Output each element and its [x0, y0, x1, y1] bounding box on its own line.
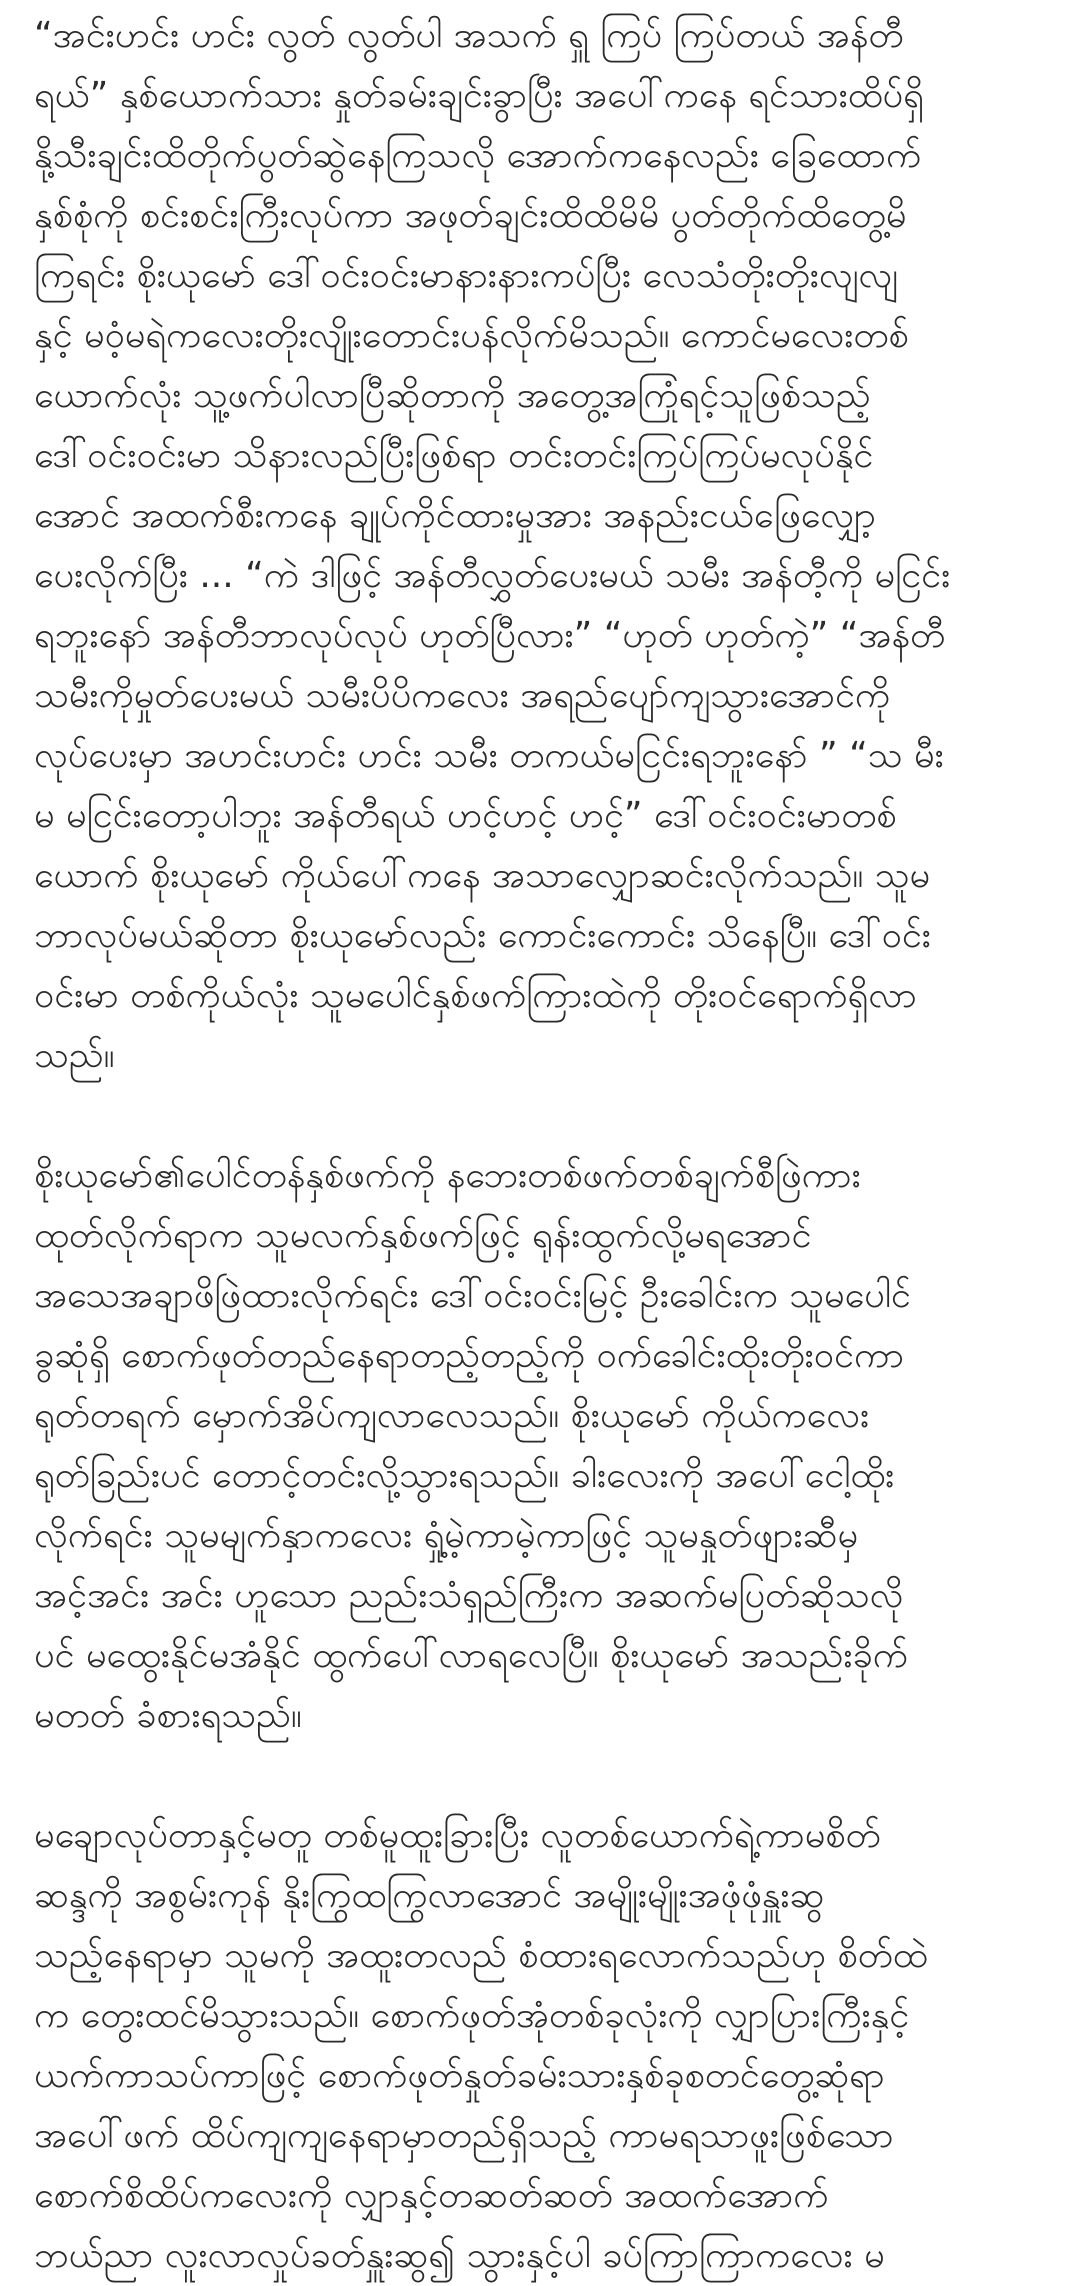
text-line: ဝင်းမာ တစ်ကိုယ်လုံး သူမပေါင်နှစ်ဖက်ကြားထဲကို တိုးဝင်ရောက်ရှိလာ [34, 975, 917, 1016]
text-line: သည့်နေရာမှာ သူမကို အထူးတလည် စံထားရလောက်သည်ဟု စိတ်ထဲ [34, 1935, 928, 1976]
text-line: လိုက်ရင်း သူမမျက်နှာကလေး ရှုံ့မဲ့ကာမဲ့ကာဖြင့် သူမနှုတ်ဖျားဆီမှ [34, 1515, 859, 1556]
text-line: က တွေးထင်မိသွားသည်။ စောက်ဖုတ်အုံတစ်ခုလုံးကို လျှာပြားကြီးနှင့် [34, 1995, 910, 2036]
text-line: ပင် မထွေးနိုင်မအံနိုင် ထွက်ပေါ်လာရလေပြီ။ စိုးယုမော် အသည်းခိုက် [34, 1635, 908, 1676]
text-line: ခွဆုံရှိ စောက်ဖုတ်တည်နေရာတည့်တည့်ကို ဝက်ခေါင်းထိုးတိုးဝင်ကာ [34, 1335, 905, 1376]
text-line: အသေအချာဖိဖြဲထားလိုက်ရင်း ဒေါ်ဝင်းဝင်းမြင့် ဦးခေါင်းက သူမပေါင် [34, 1275, 911, 1316]
text-line: နှင့် မဝံ့မရဲကလေးတိုးလျိုးတောင်းပန်လိုက်မိသည်။ ကောင်မလေးတစ် [34, 315, 909, 356]
text-line: ရယ်” နှစ်ယောက်သား နှုတ်ခမ်းချင်းခွာပြီး အပေါ်ကနေ ရင်သားထိပ်ရှိ [34, 75, 924, 116]
text-line: မချောလုပ်တာနှင့်မတူ တစ်မူထူးခြားပြီး လူတစ်ယောက်ရဲ့ကာမစိတ် [34, 1815, 881, 1856]
paragraph-gap [34, 1086, 1046, 1146]
text-line: နှစ်စုံကို စင်းစင်းကြီးလုပ်ကာ အဖုတ်ချင်းထိထိမိမိ ပွတ်တိုက်ထိတွေ့မိ [34, 195, 907, 236]
text-line: ထုတ်လိုက်ရာက သူမလက်နှစ်ဖက်ဖြင့် ရုန်းထွက်လို့မရအောင် [34, 1215, 812, 1256]
text-line: ပေးလိုက်ပြီး ... “ကဲ ဒါဖြင့် အန်တီလွှတ်ပေးမယ် သမီး အန်တီ့ကို မငြင်း [34, 555, 951, 596]
text-line: ဒေါ်ဝင်းဝင်းမာ သိနားလည်ပြီးဖြစ်ရာ တင်းတင်းကြပ်ကြပ်မလုပ်နိုင် [34, 435, 874, 476]
text-line: သမီးကိုမှုတ်ပေးမယ် သမီးပိပိကလေး အရည်ပျော်ကျသွားအောင်ကို [34, 675, 891, 716]
text-line: အပေါ်ဖက် ထိပ်ကျကျနေရာမှာတည်ရှိသည့် ကာမရသာဖူးဖြစ်သော [34, 2115, 894, 2156]
text-line: ရုတ်ခြည်းပင် တောင့်တင်းလို့သွားရသည်။ ခါးလေးကို အပေါ်ငေါ့ထိုး [34, 1455, 895, 1496]
text-line: စောက်စိထိပ်ကလေးကို လျှာနှင့်တဆတ်ဆတ် အထက်အောက် [34, 2175, 829, 2216]
text-line: ယောက် စိုးယုမော် ကိုယ်ပေါ်ကနေ အသာလျှောဆင်းလိုက်သည်။ သူမ [34, 855, 931, 896]
text-line: လုပ်ပေးမှာ အဟင်းဟင်း ဟင်း သမီး တကယ်မငြင်းရဘူးနော် ” “သ မီး [34, 735, 944, 776]
text-line: နို့သီးချင်းထိတိုက်ပွတ်ဆွဲနေကြသလို အောက်ကနေလည်း ခြေထောက် [34, 135, 922, 176]
article-paragraph [34, 1146, 1046, 1746]
text-line: ရဘူးနော် အန်တီဘာလုပ်လုပ် ဟုတ်ပြီလား” “ဟုတ် ဟုတ်ကဲ့” “အန်တီ [34, 615, 946, 656]
text-line: သည်။ [34, 1035, 115, 1076]
text-line: ဆန္ဒကို အစွမ်းကုန် နိုးကြွထကြွလာအောင် အမျိုးမျိုးအဖုံဖုံနှူးဆွ [34, 1875, 825, 1916]
text-line: “အင်းဟင်း ဟင်း လွတ် လွတ်ပါ အသက် ရှူ ကြပ် ကြပ်တယ် အန်တီ [34, 15, 904, 56]
text-line: မတတ် ခံစားရသည်။ [34, 1695, 302, 1736]
paragraph-gap [34, 1746, 1046, 1806]
article-body [34, 6, 1046, 2286]
text-line: ရုတ်တရက် မှောက်အိပ်ကျလာလေသည်။ စိုးယုမော် ကိုယ်ကလေး [34, 1395, 870, 1436]
text-line: ဘယ်ညာ လူးလာလှုပ်ခတ်နှူးဆွ၍ သွားနှင့်ပါ ခပ်ကြာကြာကလေး မ [34, 2235, 885, 2276]
text-line: ယောက်လုံး သူ့ဖက်ပါလာပြီဆိုတာကို အတွေ့အကြုံရင့်သူဖြစ်သည့် [34, 375, 871, 416]
text-line: ဘာလုပ်မယ်ဆိုတာ စိုးယုမော်လည်း ကောင်းကောင်း သိနေပြီ။ ဒေါ်ဝင်း [34, 915, 931, 956]
text-line: စိုးယုမော်၏ပေါင်တန်နှစ်ဖက်ကို နဘေးတစ်ဖက်တစ်ချက်စီဖြဲကား [34, 1155, 861, 1196]
article-paragraph [34, 1806, 1046, 2286]
text-line: ကြရင်း စိုးယုမော် ဒေါ်ဝင်းဝင်းမာနားနားကပ်ပြီး လေသံတိုးတိုးလျလျ [34, 255, 898, 296]
article-paragraph [34, 6, 1046, 1086]
text-line: အောင် အထက်စီးကနေ ချုပ်ကိုင်ထားမှုအား အနည်းငယ်ဖြေလျှော့ [34, 495, 876, 536]
text-line: ယက်ကာသပ်ကာဖြင့် စောက်ဖုတ်နှုတ်ခမ်းသားနှစ်ခုစတင်တွေ့ဆုံရာ [34, 2055, 885, 2096]
text-line: အင့်အင်း အင်း ဟူသော ညည်းသံရှည်ကြီးက အဆက်မပြတ်ဆိုသလို [34, 1575, 904, 1616]
text-line: မ မငြင်းတော့ပါဘူး အန်တီရယ် ဟင့်ဟင့် ဟင့်” ဒေါ်ဝင်းဝင်းမာတစ် [34, 795, 897, 836]
